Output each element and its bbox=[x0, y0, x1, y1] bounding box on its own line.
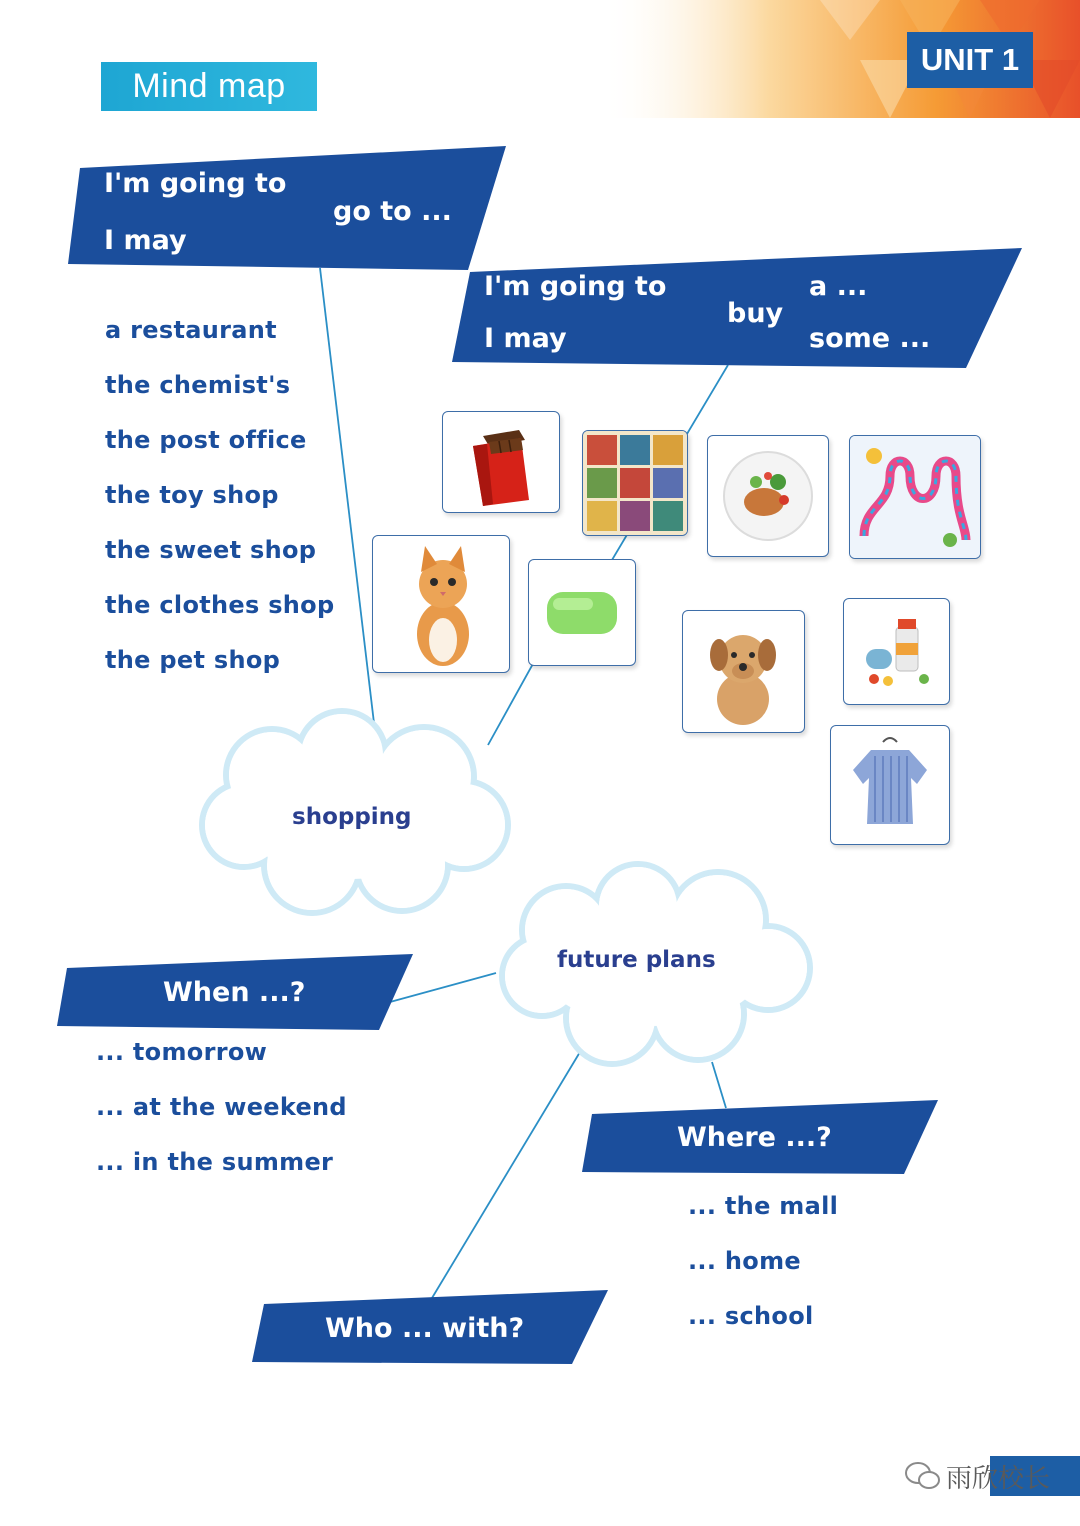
board-game-picture bbox=[849, 435, 981, 559]
salad-picture bbox=[707, 435, 829, 557]
place-item: the clothes shop bbox=[105, 591, 335, 619]
buy-verb: buy bbox=[727, 298, 784, 329]
stamps-icon bbox=[583, 431, 687, 535]
cloud-label-shopping: shopping bbox=[292, 804, 412, 830]
place-item: the post office bbox=[105, 426, 307, 454]
goto-verb: go to ... bbox=[333, 196, 452, 227]
wechat-icon bbox=[904, 1461, 942, 1491]
chocolate-picture bbox=[442, 411, 560, 513]
medicine-picture bbox=[843, 598, 950, 705]
blouse-picture bbox=[830, 725, 950, 845]
stamps-picture bbox=[582, 430, 688, 536]
board-game-icon bbox=[850, 436, 980, 558]
watermark-text: 雨欣校长 bbox=[945, 1463, 1050, 1494]
goto-line1: I'm going to bbox=[104, 168, 287, 199]
place-item: the chemist's bbox=[105, 371, 291, 399]
kitten-icon bbox=[373, 536, 509, 672]
page-title: Mind map bbox=[101, 62, 317, 111]
place-item: the pet shop bbox=[105, 646, 281, 674]
where-title: Where ...? bbox=[677, 1122, 832, 1153]
blouse-icon bbox=[831, 726, 949, 844]
puppy-icon bbox=[683, 611, 804, 732]
connector-goto-shopping bbox=[320, 268, 376, 740]
watermark bbox=[904, 1456, 1080, 1496]
salad-plate-icon bbox=[708, 436, 828, 556]
when-title: When ...? bbox=[163, 977, 306, 1008]
goto-line2: I may bbox=[104, 225, 187, 256]
buy-line2: I may bbox=[484, 323, 567, 354]
connector-who bbox=[432, 1052, 580, 1298]
chewing-gum-icon bbox=[529, 560, 635, 665]
where-item: ... the mall bbox=[688, 1192, 839, 1220]
kitten-picture bbox=[372, 535, 510, 673]
when-item: ... in the summer bbox=[96, 1148, 334, 1176]
buy-object-a: a ... bbox=[809, 271, 868, 302]
where-item: ... school bbox=[688, 1302, 814, 1330]
puppy-picture bbox=[682, 610, 805, 733]
place-item: the toy shop bbox=[105, 481, 279, 509]
when-item: ... tomorrow bbox=[96, 1038, 268, 1066]
buy-object-some: some ... bbox=[809, 323, 931, 354]
gum-picture bbox=[528, 559, 636, 666]
when-item: ... at the weekend bbox=[96, 1093, 347, 1121]
place-item: a restaurant bbox=[105, 316, 277, 344]
place-item: the sweet shop bbox=[105, 536, 317, 564]
medicine-icon bbox=[844, 599, 949, 704]
chocolate-icon bbox=[443, 412, 559, 512]
buy-line1: I'm going to bbox=[484, 271, 667, 302]
unit-badge: UNIT 1 bbox=[907, 32, 1033, 88]
cloud-label-future-plans: future plans bbox=[557, 947, 716, 973]
where-item: ... home bbox=[688, 1247, 801, 1275]
who-title: Who ... with? bbox=[325, 1313, 525, 1344]
